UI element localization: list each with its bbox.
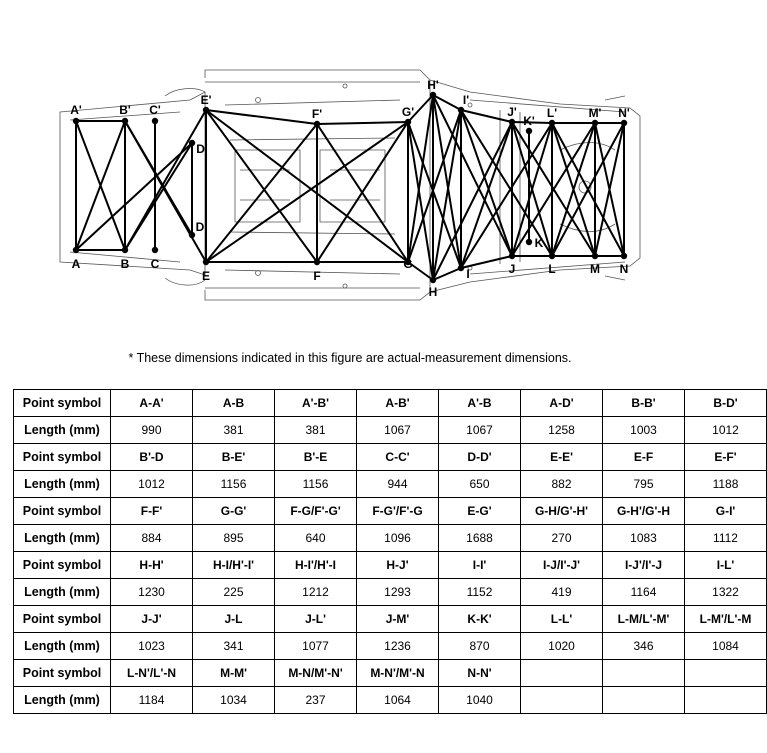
point-symbol-cell: C-C' — [357, 444, 439, 471]
point-symbol-cell: L-L' — [521, 606, 603, 633]
length-cell: 1040 — [439, 687, 521, 714]
length-cell: 1064 — [357, 687, 439, 714]
point-symbol-cell: A-A' — [111, 390, 193, 417]
measure-line — [461, 122, 512, 268]
point-label: N — [619, 262, 629, 276]
measure-point — [314, 121, 320, 127]
length-cell: 341 — [193, 633, 275, 660]
point-symbol-header: Point symbol — [14, 660, 111, 687]
point-symbol-cell: B-B' — [603, 390, 685, 417]
length-cell: 1156 — [193, 471, 275, 498]
point-label: M — [590, 262, 600, 276]
measure-point — [405, 119, 411, 125]
length-cell: 1067 — [357, 417, 439, 444]
length-cell: 1112 — [685, 525, 767, 552]
measure-line — [461, 110, 512, 256]
length-cell — [603, 687, 685, 714]
point-symbol-cell: G-G' — [193, 498, 275, 525]
measurement-note: * These dimensions indicated in this figure are actual-measurement dimensions. — [128, 351, 572, 365]
length-cell: 237 — [275, 687, 357, 714]
length-cell: 419 — [521, 579, 603, 606]
measure-line — [125, 110, 206, 250]
point-label: A — [71, 257, 81, 271]
point-label: A' — [70, 103, 82, 117]
point-symbol-row — [14, 552, 767, 579]
length-cell: 1012 — [111, 471, 193, 498]
point-label: L — [548, 262, 556, 276]
point-label: D' — [196, 142, 208, 156]
length-header: Length (mm) — [14, 471, 111, 498]
point-symbol-cell: F-G/F'-G' — [275, 498, 357, 525]
length-cell: 381 — [275, 417, 357, 444]
measure-point — [122, 118, 128, 124]
measure-line — [206, 122, 408, 262]
point-symbol-row — [14, 498, 767, 525]
measure-point — [526, 239, 532, 245]
point-symbol-cell: A'-B — [439, 390, 521, 417]
point-symbol-cell: H-J' — [357, 552, 439, 579]
point-symbol-cell: I-I' — [439, 552, 521, 579]
length-header: Length (mm) — [14, 525, 111, 552]
point-symbol-cell: E-G' — [439, 498, 521, 525]
point-symbol-cell: L-M'/L'-M — [685, 606, 767, 633]
point-symbol-cell: E-E' — [521, 444, 603, 471]
length-cell — [521, 687, 603, 714]
point-symbol-cell: A'-B' — [275, 390, 357, 417]
point-symbol-cell: M-M' — [193, 660, 275, 687]
point-symbol-cell: H-I'/H'-I — [275, 552, 357, 579]
point-label: J' — [507, 105, 517, 119]
length-cell: 870 — [439, 633, 521, 660]
point-symbol-cell: F-F' — [111, 498, 193, 525]
length-cell — [685, 687, 767, 714]
length-row — [14, 579, 767, 606]
point-label: H' — [427, 78, 439, 92]
point-label: K — [534, 236, 544, 250]
length-cell: 1188 — [685, 471, 767, 498]
length-cell: 1212 — [275, 579, 357, 606]
length-cell: 884 — [111, 525, 193, 552]
point-symbol-cell: H-I/H'-I' — [193, 552, 275, 579]
point-label: F — [313, 269, 321, 283]
length-header: Length (mm) — [14, 417, 111, 444]
point-symbol-cell: K-K' — [439, 606, 521, 633]
length-cell: 381 — [193, 417, 275, 444]
point-label: C' — [149, 103, 161, 117]
length-cell: 795 — [603, 471, 685, 498]
point-symbol-cell — [603, 660, 685, 687]
measure-line — [408, 122, 461, 268]
measurement-lines — [76, 95, 624, 280]
length-cell: 1230 — [111, 579, 193, 606]
point-symbol-header: Point symbol — [14, 552, 111, 579]
point-label: H — [428, 285, 438, 299]
point-symbol-cell: M-N/M'-N' — [275, 660, 357, 687]
length-row — [14, 687, 767, 714]
length-cell: 1084 — [685, 633, 767, 660]
measure-line — [206, 110, 408, 262]
point-symbol-row — [14, 606, 767, 633]
measure-line — [461, 110, 512, 122]
point-label: I' — [462, 93, 470, 107]
point-symbol-cell: A-D' — [521, 390, 603, 417]
length-row — [14, 417, 767, 444]
measure-point — [122, 247, 128, 253]
point-symbol-cell: G-H/G'-H' — [521, 498, 603, 525]
point-symbol-header: Point symbol — [14, 390, 111, 417]
measure-point — [430, 92, 436, 98]
length-cell: 1152 — [439, 579, 521, 606]
point-symbol-row — [14, 444, 767, 471]
point-label: G — [403, 257, 413, 271]
point-symbol-cell: I-L' — [685, 552, 767, 579]
measure-point — [509, 253, 515, 259]
length-cell: 640 — [275, 525, 357, 552]
point-symbol-cell: G-I' — [685, 498, 767, 525]
length-cell: 1322 — [685, 579, 767, 606]
point-symbol-cell: B'-D — [111, 444, 193, 471]
length-cell: 882 — [521, 471, 603, 498]
point-symbol-cell: G-H'/G'-H — [603, 498, 685, 525]
measure-point — [314, 259, 320, 265]
point-label: I — [466, 267, 470, 281]
point-label: N' — [618, 106, 630, 120]
length-cell: 1184 — [111, 687, 193, 714]
point-label: L' — [546, 106, 558, 120]
length-cell: 895 — [193, 525, 275, 552]
length-row — [14, 525, 767, 552]
point-symbol-cell: J-L — [193, 606, 275, 633]
length-cell: 1083 — [603, 525, 685, 552]
length-row — [14, 633, 767, 660]
length-cell: 1236 — [357, 633, 439, 660]
measure-point — [152, 247, 158, 253]
measure-point — [73, 118, 79, 124]
point-label: K' — [523, 114, 535, 128]
length-header: Length (mm) — [14, 633, 111, 660]
point-symbol-cell — [521, 660, 603, 687]
length-cell: 1156 — [275, 471, 357, 498]
point-symbol-header: Point symbol — [14, 498, 111, 525]
point-symbol-cell: D-D' — [439, 444, 521, 471]
length-cell: 990 — [111, 417, 193, 444]
point-symbol-cell: E-F — [603, 444, 685, 471]
length-header: Length (mm) — [14, 687, 111, 714]
point-symbol-cell: B-D' — [685, 390, 767, 417]
length-cell: 1096 — [357, 525, 439, 552]
length-row — [14, 471, 767, 498]
point-symbol-cell: J-L' — [275, 606, 357, 633]
length-cell: 1023 — [111, 633, 193, 660]
length-cell: 650 — [439, 471, 521, 498]
point-label: J — [508, 262, 516, 276]
measure-point — [152, 118, 158, 124]
length-cell: 225 — [193, 579, 275, 606]
measure-point — [549, 253, 555, 259]
length-cell: 1164 — [603, 579, 685, 606]
measure-point — [458, 265, 464, 271]
point-symbol-cell: H-H' — [111, 552, 193, 579]
point-label: E — [201, 269, 211, 283]
point-label: D — [195, 220, 205, 234]
point-label: C — [150, 257, 160, 271]
length-cell: 1077 — [275, 633, 357, 660]
measure-point — [592, 120, 598, 126]
length-cell: 1258 — [521, 417, 603, 444]
point-symbol-cell: A-B — [193, 390, 275, 417]
measure-point — [189, 140, 195, 146]
measure-point — [549, 120, 555, 126]
length-cell: 346 — [603, 633, 685, 660]
measure-point — [73, 247, 79, 253]
measure-point — [621, 120, 627, 126]
point-label: B — [120, 257, 130, 271]
length-header: Length (mm) — [14, 579, 111, 606]
point-symbol-cell: J-M' — [357, 606, 439, 633]
dimension-table — [13, 389, 767, 714]
point-symbol-header: Point symbol — [14, 606, 111, 633]
measure-point — [203, 259, 209, 265]
length-cell: 1293 — [357, 579, 439, 606]
length-cell: 1003 — [603, 417, 685, 444]
point-symbol-cell: B'-E — [275, 444, 357, 471]
measure-point — [430, 277, 436, 283]
length-cell: 1012 — [685, 417, 767, 444]
measure-point — [509, 119, 515, 125]
point-label: B' — [119, 103, 131, 117]
point-symbol-row — [14, 390, 767, 417]
point-symbol-row — [14, 660, 767, 687]
measure-point — [526, 128, 532, 134]
measure-point — [458, 107, 464, 113]
measure-point — [189, 232, 195, 238]
point-symbol-cell: A-B' — [357, 390, 439, 417]
measure-point — [203, 107, 209, 113]
underbody-dimension-diagram — [0, 0, 700, 340]
point-label: G' — [401, 105, 415, 119]
point-symbol-cell: I-J/I'-J' — [521, 552, 603, 579]
point-symbol-cell — [685, 660, 767, 687]
length-cell: 1034 — [193, 687, 275, 714]
point-symbol-cell: F-G'/F'-G — [357, 498, 439, 525]
measure-point — [621, 253, 627, 259]
point-symbol-cell: L-N'/L'-N — [111, 660, 193, 687]
length-cell: 1020 — [521, 633, 603, 660]
point-symbol-cell: E-F' — [685, 444, 767, 471]
measure-point — [592, 253, 598, 259]
point-symbol-header: Point symbol — [14, 444, 111, 471]
point-symbol-cell: L-M/L'-M' — [603, 606, 685, 633]
length-cell: 1067 — [439, 417, 521, 444]
length-cell: 270 — [521, 525, 603, 552]
point-label: E' — [200, 93, 212, 107]
point-symbol-cell: M-N'/M'-N — [357, 660, 439, 687]
measure-line — [317, 122, 408, 124]
length-cell: 1688 — [439, 525, 521, 552]
point-label: M' — [588, 106, 602, 120]
point-symbol-cell: I-J'/I'-J — [603, 552, 685, 579]
point-symbol-cell: B-E' — [193, 444, 275, 471]
length-cell: 944 — [357, 471, 439, 498]
point-symbol-cell: N-N' — [439, 660, 521, 687]
point-symbol-cell: J-J' — [111, 606, 193, 633]
point-label: F' — [311, 107, 323, 121]
